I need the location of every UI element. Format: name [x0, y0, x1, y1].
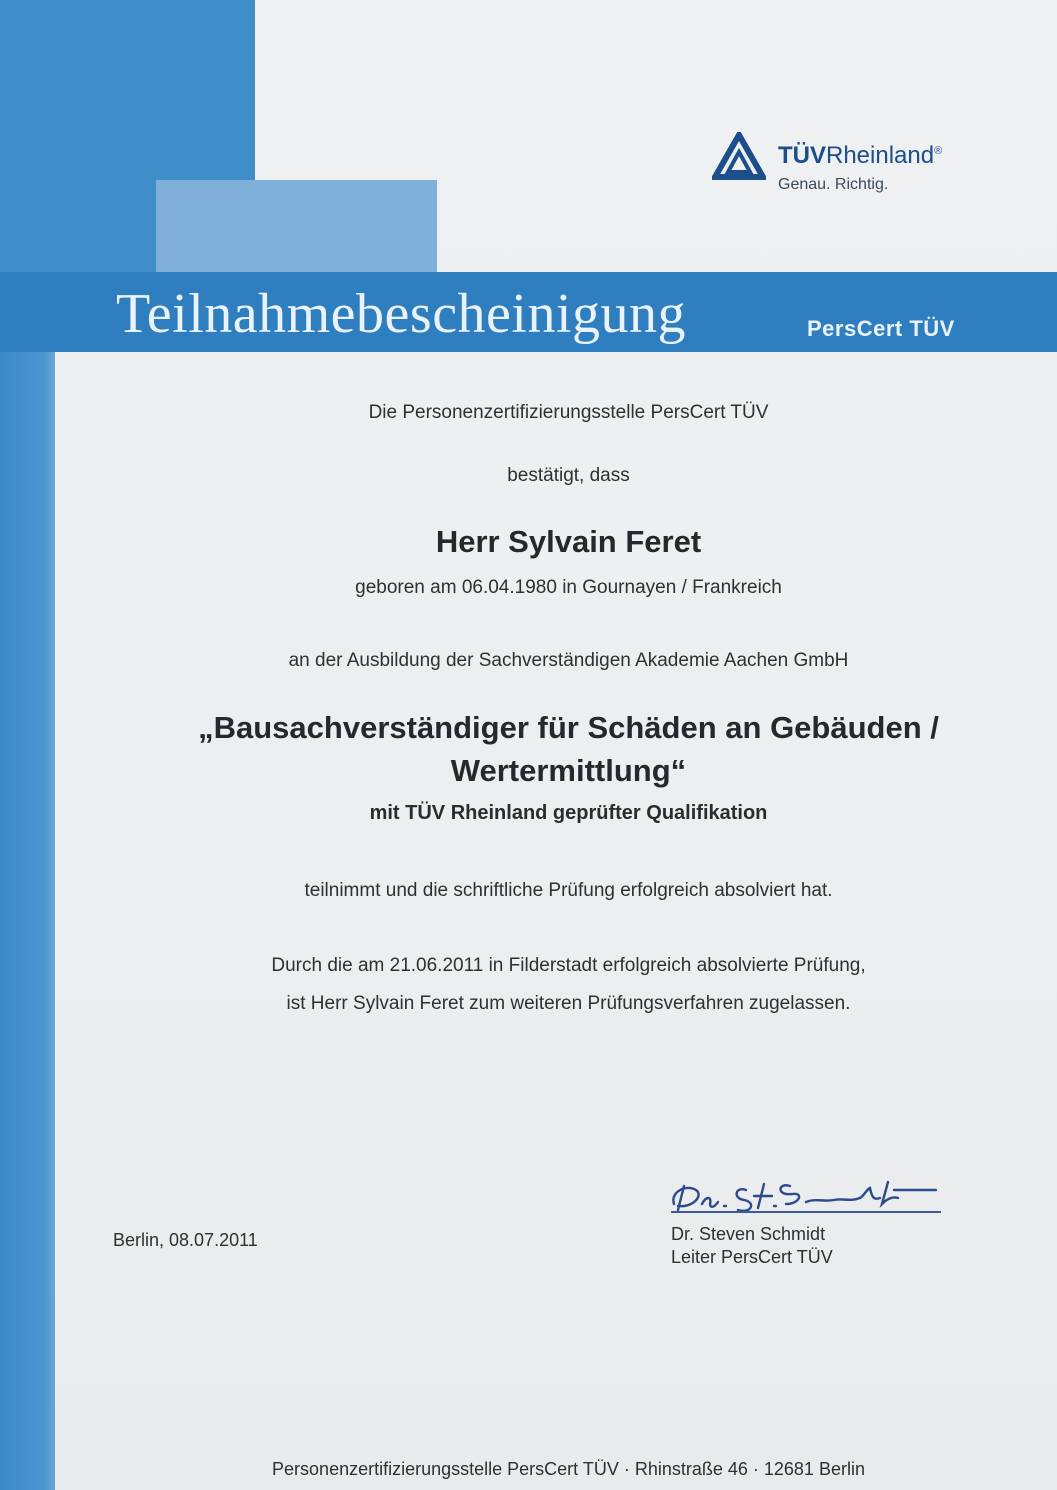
training-text: an der Ausbildung der Sachverständigen Akademie Aachen GmbH	[288, 650, 849, 671]
course-title-line2: Wertermittlung“	[450, 753, 687, 788]
tuv-triangle-icon	[712, 132, 766, 180]
person-name: Herr Sylvain Feret	[435, 524, 702, 559]
confirms-text: bestätigt, dass	[507, 465, 630, 486]
logo-tagline: Genau. Richtig.	[778, 176, 889, 193]
place-date: Berlin, 08.07.2011	[113, 1230, 258, 1250]
qualification-text: mit TÜV Rheinland geprüfter Qualifikation	[369, 802, 768, 824]
signature-line	[671, 1211, 941, 1213]
logo-brand-bold: TÜV	[778, 142, 826, 169]
registered-mark: ®	[934, 145, 943, 157]
course-title-line1: „Bausachverständiger für Schäden an Gebäuden /	[198, 710, 939, 745]
exam-text-line1: Durch die am 21.06.2011 in Filderstadt erfolgreich absolvierte Prüfung,	[271, 955, 866, 976]
issuer-text: Die Personenzertifizierungsstelle PersCert TÜV	[368, 402, 769, 423]
certificate-subtitle: PersCert TÜV	[807, 316, 955, 341]
result-text: teilnimmt und die schriftliche Prüfung erfolgreich absolviert hat.	[304, 880, 833, 901]
decorative-light-blue-square	[156, 180, 437, 272]
signer-role: Leiter PersCert TÜV	[671, 1247, 833, 1267]
signer-name: Dr. Steven Schmidt	[671, 1224, 826, 1244]
logo-brand-light: Rheinland	[826, 142, 935, 169]
decorative-left-strip	[0, 352, 55, 1490]
certificate-title: Teilnahmebescheinigung	[116, 283, 687, 345]
tuv-rheinland-logo	[712, 130, 1012, 200]
logo-brand	[778, 142, 942, 170]
birth-info: geboren am 06.04.1980 in Gournayen / Frankreich	[355, 577, 782, 598]
footer-address: Personenzertifizierungsstelle PersCert TÜV · Rhinstraße 46 · 12681 Berlin	[272, 1459, 865, 1479]
exam-text-line2: ist Herr Sylvain Feret zum weiteren Prüfungsverfahren zugelassen.	[286, 993, 851, 1014]
